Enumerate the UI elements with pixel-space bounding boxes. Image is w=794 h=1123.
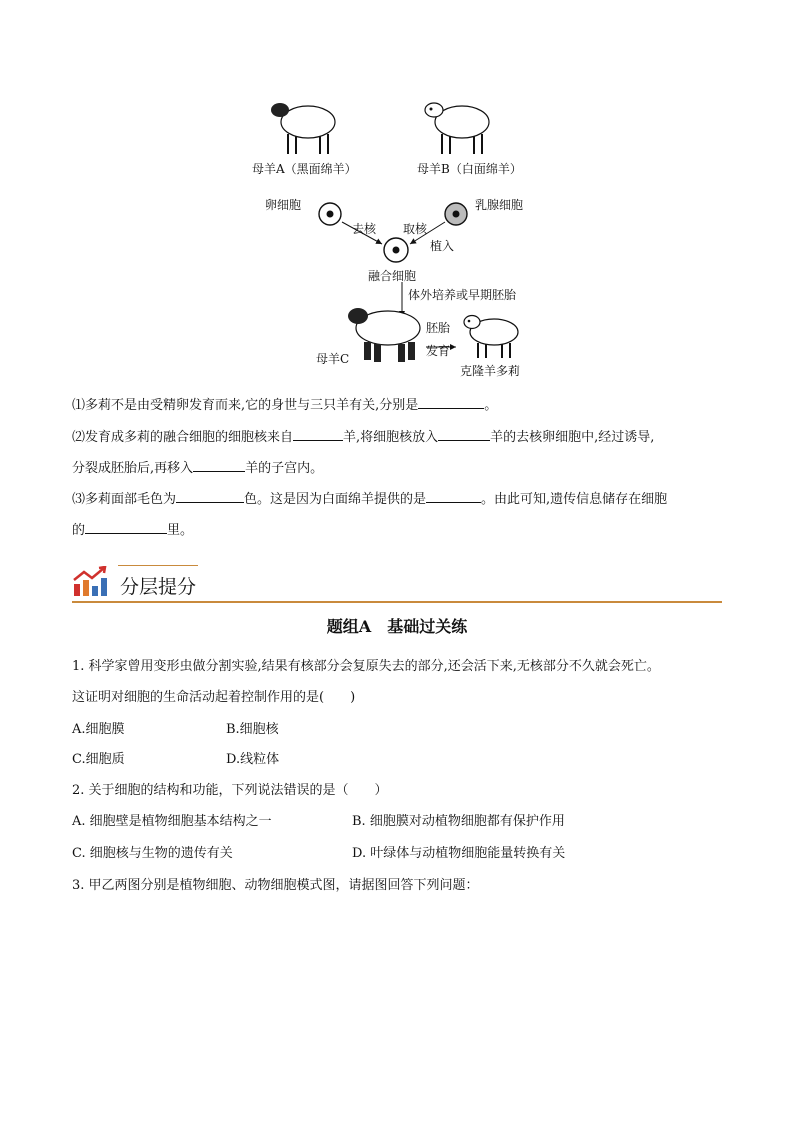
sheep-a-label: 母羊A（黑面绵羊） <box>252 162 357 176</box>
answer-blank[interactable] <box>438 428 490 441</box>
chart-growth-icon <box>72 566 108 598</box>
question-2-line-2 <box>72 457 323 476</box>
question-3-text-d: 的 <box>72 523 86 538</box>
question-3-text-a: ⑶多莉面部毛色为 <box>72 492 177 507</box>
question-3-text-e: 里。 <box>167 523 194 538</box>
answer-blank[interactable] <box>426 490 481 503</box>
mcq-1-option-b[interactable]: B.细胞核 <box>226 722 279 737</box>
mcq-2-option-a[interactable]: A. 细胞壁是植物细胞基本结构之一 <box>72 814 272 829</box>
mcq-2-stem: 2. 关于细胞的结构和功能，下列说法错误的是（ ） <box>72 783 388 798</box>
culture-label: 体外培养或早期胚胎 <box>408 288 517 302</box>
answer-blank[interactable] <box>418 396 484 409</box>
question-3-line-1 <box>72 488 667 507</box>
section-divider <box>72 601 722 603</box>
dolly-image <box>464 316 518 359</box>
question-2-text-b: 羊,将细胞核放入 <box>343 430 439 445</box>
cloning-diagram <box>250 92 560 382</box>
mcq-2-option-b[interactable]: B. 细胞膜对动植物细胞都有保护作用 <box>352 814 565 829</box>
group-title: 题组A 基础过关练 <box>326 617 468 636</box>
answer-blank[interactable] <box>293 428 343 441</box>
question-2-line-1 <box>72 426 654 445</box>
mcq-1-stem-line-1: 1. 科学家曾用变形虫做分割实验,结果有核部分会复原失去的部分,还会活下来,无核部分不久就会死亡。 <box>72 659 660 674</box>
sheep-b-label: 母羊B（白面绵羊） <box>417 162 522 176</box>
question-1-line <box>72 394 497 413</box>
question-1-text: ⑴多莉不是由受精卵发育而来,它的身世与三只羊有关,分别是 <box>72 398 419 413</box>
question-3-text-c: 。由此可知,遗传信息储存在细胞 <box>481 492 668 507</box>
cloning-diagram-svg <box>250 92 560 382</box>
enucleate-label: 去核 <box>352 222 377 236</box>
mcq-1-option-a[interactable]: A.细胞膜 <box>72 722 125 737</box>
implant-label: 植入 <box>430 239 455 253</box>
question-3-line-2 <box>72 519 193 538</box>
sheep-c-image <box>348 308 420 362</box>
develop-label: 发育 <box>426 344 451 358</box>
question-3-stem: 3. 甲乙两图分别是植物细胞、动物细胞模式图，请据图回答下列问题： <box>72 878 479 893</box>
section-title: 分层提分 <box>120 576 197 598</box>
section-top-rule <box>118 565 198 566</box>
sheep-b-image <box>425 103 489 154</box>
question-2-text-e: 羊的子宫内。 <box>245 461 324 476</box>
answer-blank[interactable] <box>193 459 245 472</box>
fused-cell-label: 融合细胞 <box>368 269 417 283</box>
sheep-c-label: 母羊C <box>316 352 350 366</box>
answer-blank[interactable] <box>85 521 167 534</box>
mcq-2-option-c[interactable]: C. 细胞核与生物的遗传有关 <box>72 846 233 861</box>
answer-blank[interactable] <box>176 490 244 503</box>
embryo-label: 胚胎 <box>426 321 451 335</box>
mcq-1-option-d[interactable]: D.线粒体 <box>226 752 280 767</box>
mammary-cell-label: 乳腺细胞 <box>475 198 524 212</box>
sheep-a-image <box>271 103 335 154</box>
mcq-1-stem-line-2: 这证明对细胞的生命活动起着控制作用的是( ) <box>72 690 356 705</box>
question-3-text-b: 色。这是因为白面绵羊提供的是 <box>244 492 427 507</box>
question-2-text-d: 分裂成胚胎后,再移入 <box>72 461 194 476</box>
question-2-text-c: 羊的去核卵细胞中,经过诱导, <box>490 430 655 445</box>
mcq-2-option-d[interactable]: D. 叶绿体与动植物细胞能量转换有关 <box>352 846 566 861</box>
take-nucleus-label: 取核 <box>403 222 428 236</box>
mcq-1-option-c[interactable]: C.细胞质 <box>72 752 125 767</box>
dolly-label: 克隆羊多莉 <box>460 364 521 378</box>
question-1-end: 。 <box>484 398 498 413</box>
question-2-text-a: ⑵发育成多莉的融合细胞的细胞核来自 <box>72 430 294 445</box>
egg-cell-label: 卵细胞 <box>265 198 302 212</box>
